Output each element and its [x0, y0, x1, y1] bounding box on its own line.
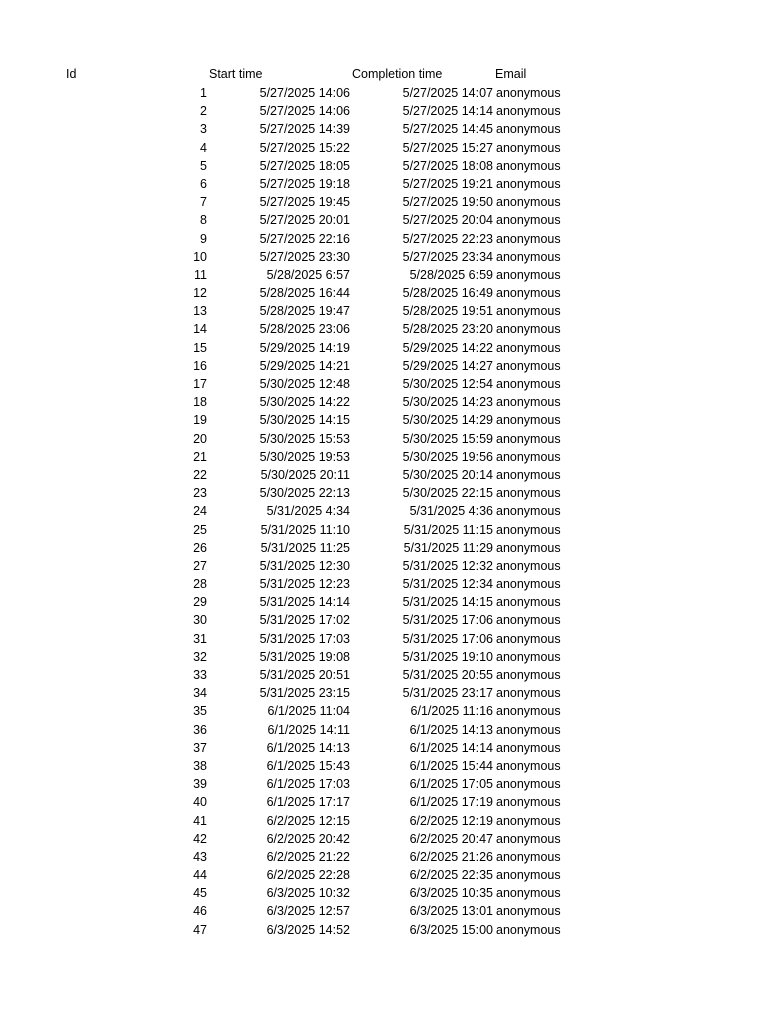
- cell-completion-time: 5/31/2025 14:15: [402, 595, 493, 610]
- table-row: [0, 521, 768, 539]
- cell-completion-time: 6/3/2025 15:00: [409, 922, 493, 937]
- cell-start-time: 5/31/2025 12:30: [259, 558, 350, 573]
- table-row: [0, 139, 768, 157]
- cell-completion-time: 5/31/2025 20:55: [402, 668, 493, 682]
- cell-email: anonymous: [496, 467, 561, 482]
- cell-start-time: 5/31/2025 11:25: [260, 540, 350, 555]
- cell-email: anonymous: [496, 304, 561, 319]
- cell-completion-time: 6/2/2025 22:35: [409, 868, 493, 883]
- cell-email: anonymous: [496, 340, 561, 355]
- cell-email: anonymous: [496, 577, 561, 592]
- cell-start-time: 6/1/2025 11:04: [267, 704, 350, 719]
- cell-completion-time: 5/30/2025 14:29: [402, 413, 493, 428]
- cell-start-time: 5/27/2025 14:39: [259, 122, 350, 137]
- cell-email: anonymous: [496, 86, 561, 100]
- cell-email: anonymous: [496, 831, 561, 846]
- cell-email: anonymous: [496, 795, 561, 810]
- cell-id: 18: [193, 395, 207, 410]
- cell-completion-time: 5/27/2025 20:04: [402, 213, 493, 228]
- cell-start-time: 5/29/2025 14:19: [259, 340, 350, 355]
- cell-start-time: 6/2/2025 21:22: [266, 849, 350, 864]
- cell-start-time: 5/31/2025 23:15: [259, 686, 350, 701]
- cell-id: 25: [193, 522, 207, 537]
- table-row: [0, 921, 768, 939]
- cell-id: 32: [193, 649, 207, 664]
- table-row: [0, 375, 768, 393]
- cell-email: anonymous: [496, 868, 561, 883]
- cell-email: anonymous: [496, 740, 561, 755]
- cell-id: 40: [193, 795, 207, 810]
- cell-completion-time: 5/28/2025 23:20: [402, 322, 493, 337]
- table-row: [0, 248, 768, 266]
- cell-email: anonymous: [496, 922, 561, 937]
- table-row: [0, 102, 768, 120]
- table-row: [0, 502, 768, 520]
- table-row: [0, 320, 768, 338]
- cell-id: 8: [200, 213, 207, 228]
- cell-completion-time: 5/31/2025 17:06: [402, 613, 493, 628]
- table-row: [0, 466, 768, 484]
- cell-start-time: 5/31/2025 12:23: [259, 577, 350, 592]
- cell-id: 33: [193, 668, 207, 682]
- header-email: Email: [495, 67, 527, 81]
- table-row: [0, 666, 768, 684]
- table-row: [0, 739, 768, 757]
- cell-email: anonymous: [496, 686, 561, 701]
- cell-start-time: 5/30/2025 15:53: [259, 431, 350, 446]
- cell-id: 6: [200, 176, 207, 191]
- cell-email: anonymous: [496, 777, 561, 792]
- table-row: [0, 84, 768, 102]
- cell-id: 29: [193, 595, 207, 610]
- cell-email: anonymous: [496, 213, 561, 228]
- cell-start-time: 6/2/2025 20:42: [266, 831, 350, 846]
- cell-completion-time: 5/30/2025 22:15: [402, 486, 493, 501]
- cell-start-time: 5/28/2025 16:44: [259, 286, 350, 301]
- cell-id: 11: [194, 267, 207, 282]
- cell-email: anonymous: [496, 377, 561, 391]
- cell-id: 15: [193, 340, 207, 355]
- cell-completion-time: 5/29/2025 14:27: [402, 358, 493, 373]
- table-row: [0, 411, 768, 429]
- cell-email: anonymous: [496, 249, 561, 264]
- cell-id: 47: [193, 922, 207, 937]
- cell-start-time: 5/30/2025 20:11: [260, 467, 350, 482]
- cell-completion-time: 5/27/2025 14:07: [402, 86, 493, 100]
- cell-start-time: 6/1/2025 17:03: [266, 777, 350, 792]
- cell-start-time: 5/31/2025 19:08: [259, 649, 350, 664]
- table-row: [0, 684, 768, 702]
- cell-completion-time: 6/3/2025 13:01: [409, 904, 493, 919]
- cell-email: anonymous: [496, 595, 561, 610]
- cell-id: 2: [200, 104, 207, 119]
- table-row: [0, 157, 768, 175]
- cell-id: 46: [193, 904, 207, 919]
- cell-completion-time: 5/27/2025 22:23: [402, 231, 493, 246]
- cell-start-time: 5/29/2025 14:21: [259, 358, 350, 373]
- cell-completion-time: 5/31/2025 12:32: [402, 558, 493, 573]
- cell-start-time: 5/28/2025 23:06: [259, 322, 350, 337]
- cell-email: anonymous: [496, 413, 561, 428]
- cell-id: 20: [193, 431, 207, 446]
- cell-id: 42: [193, 831, 207, 846]
- cell-id: 4: [200, 140, 207, 155]
- cell-email: anonymous: [496, 631, 561, 646]
- cell-start-time: 5/27/2025 23:30: [259, 249, 350, 264]
- cell-email: anonymous: [496, 431, 561, 446]
- cell-id: 31: [193, 631, 207, 646]
- cell-completion-time: 5/27/2025 19:21: [402, 176, 493, 191]
- cell-completion-time: 5/30/2025 12:54: [402, 377, 493, 391]
- cell-id: 24: [193, 504, 207, 519]
- table-row: [0, 775, 768, 793]
- table-row: [0, 175, 768, 193]
- cell-start-time: 5/27/2025 19:18: [259, 176, 350, 191]
- cell-start-time: 5/30/2025 14:22: [259, 395, 350, 410]
- cell-email: anonymous: [496, 813, 561, 828]
- cell-completion-time: 5/31/2025 11:15: [403, 522, 493, 537]
- cell-id: 44: [193, 868, 207, 883]
- cell-id: 28: [193, 577, 207, 592]
- cell-completion-time: 6/1/2025 14:13: [409, 722, 493, 737]
- table-row: [0, 193, 768, 211]
- table-row: [0, 830, 768, 848]
- cell-id: 27: [193, 558, 207, 573]
- table-row: [0, 284, 768, 302]
- table-row: [0, 848, 768, 866]
- cell-completion-time: 6/1/2025 15:44: [409, 758, 493, 773]
- cell-id: 34: [193, 686, 207, 701]
- cell-completion-time: 5/27/2025 18:08: [402, 158, 493, 173]
- cell-email: anonymous: [496, 195, 561, 210]
- cell-email: anonymous: [496, 140, 561, 155]
- table-row: [0, 812, 768, 830]
- cell-email: anonymous: [496, 722, 561, 737]
- cell-email: anonymous: [496, 522, 561, 537]
- cell-start-time: 6/2/2025 12:15: [266, 813, 350, 828]
- cell-completion-time: 6/1/2025 11:16: [410, 704, 493, 719]
- cell-start-time: 6/1/2025 14:11: [267, 722, 350, 737]
- cell-completion-time: 5/30/2025 20:14: [402, 467, 493, 482]
- cell-id: 7: [200, 195, 207, 210]
- cell-completion-time: 5/30/2025 15:59: [402, 431, 493, 446]
- cell-email: anonymous: [496, 904, 561, 919]
- table-row: [0, 593, 768, 611]
- cell-email: anonymous: [496, 704, 561, 719]
- table-row: [0, 393, 768, 411]
- cell-id: 37: [193, 740, 207, 755]
- cell-id: 36: [193, 722, 207, 737]
- cell-email: anonymous: [496, 395, 561, 410]
- cell-start-time: 5/28/2025 19:47: [259, 304, 350, 319]
- cell-completion-time: 5/28/2025 6:59: [409, 267, 493, 282]
- cell-id: 30: [193, 613, 207, 628]
- cell-completion-time: 6/1/2025 17:05: [409, 777, 493, 792]
- cell-start-time: 5/30/2025 22:13: [259, 486, 350, 501]
- cell-email: anonymous: [496, 540, 561, 555]
- header-start-time: Start time: [209, 67, 263, 81]
- cell-start-time: 5/27/2025 15:22: [259, 140, 350, 155]
- table-row: [0, 702, 768, 720]
- cell-completion-time: 5/31/2025 4:36: [409, 504, 493, 519]
- table-row: [0, 339, 768, 357]
- cell-start-time: 5/31/2025 17:02: [259, 613, 350, 628]
- cell-email: anonymous: [496, 886, 561, 901]
- table-row: [0, 120, 768, 138]
- cell-email: anonymous: [496, 613, 561, 628]
- cell-start-time: 5/30/2025 14:15: [259, 413, 350, 428]
- cell-completion-time: 6/1/2025 14:14: [409, 740, 493, 755]
- cell-completion-time: 6/3/2025 10:35: [409, 886, 493, 901]
- cell-email: anonymous: [496, 449, 561, 464]
- cell-id: 3: [200, 122, 207, 137]
- cell-start-time: 5/27/2025 22:16: [259, 231, 350, 246]
- cell-id: 41: [193, 813, 207, 828]
- cell-completion-time: 5/27/2025 14:45: [402, 122, 493, 137]
- cell-start-time: 6/3/2025 12:57: [266, 904, 350, 919]
- table-row: [0, 484, 768, 502]
- cell-completion-time: 5/31/2025 12:34: [402, 577, 493, 592]
- cell-start-time: 6/3/2025 14:52: [266, 922, 350, 937]
- header-id: Id: [66, 67, 77, 81]
- cell-email: anonymous: [496, 486, 561, 501]
- cell-start-time: 6/3/2025 10:32: [266, 886, 350, 901]
- cell-id: 21: [193, 449, 207, 464]
- cell-completion-time: 5/30/2025 14:23: [402, 395, 493, 410]
- table-row: [0, 211, 768, 229]
- table-row: [0, 793, 768, 811]
- cell-start-time: 5/30/2025 19:53: [259, 449, 350, 464]
- cell-id: 12: [193, 286, 207, 301]
- cell-id: 43: [193, 849, 207, 864]
- cell-email: anonymous: [496, 668, 561, 682]
- cell-id: 9: [200, 231, 207, 246]
- cell-start-time: 5/27/2025 19:45: [259, 195, 350, 210]
- cell-id: 23: [193, 486, 207, 501]
- cell-start-time: 5/28/2025 6:57: [266, 267, 350, 282]
- table-row: [0, 902, 768, 920]
- cell-start-time: 5/27/2025 18:05: [259, 158, 350, 173]
- cell-completion-time: 5/31/2025 23:17: [402, 686, 493, 701]
- cell-completion-time: 6/2/2025 12:19: [409, 813, 493, 828]
- cell-start-time: 6/1/2025 15:43: [266, 758, 350, 773]
- cell-email: anonymous: [496, 849, 561, 864]
- cell-email: anonymous: [496, 758, 561, 773]
- cell-email: anonymous: [496, 286, 561, 301]
- cell-completion-time: 5/31/2025 19:10: [402, 649, 493, 664]
- cell-completion-time: 5/29/2025 14:22: [402, 340, 493, 355]
- cell-id: 38: [193, 758, 207, 773]
- cell-email: anonymous: [496, 267, 561, 282]
- table-row: [0, 757, 768, 775]
- cell-start-time: 5/31/2025 20:51: [259, 668, 350, 682]
- cell-id: 39: [193, 777, 207, 792]
- table-row: [0, 357, 768, 375]
- cell-completion-time: 5/31/2025 17:06: [402, 631, 493, 646]
- cell-completion-time: 5/27/2025 23:34: [402, 249, 493, 264]
- cell-email: anonymous: [496, 358, 561, 373]
- table-row: [0, 266, 768, 284]
- cell-email: anonymous: [496, 176, 561, 191]
- table-row: [0, 575, 768, 593]
- cell-id: 26: [193, 540, 207, 555]
- cell-start-time: 5/31/2025 14:14: [259, 595, 350, 610]
- cell-id: 22: [193, 467, 207, 482]
- cell-start-time: 5/27/2025 20:01: [259, 213, 350, 228]
- cell-start-time: 5/31/2025 4:34: [266, 504, 350, 519]
- cell-start-time: 5/27/2025 14:06: [259, 86, 350, 100]
- cell-email: anonymous: [496, 504, 561, 519]
- cell-id: 17: [193, 377, 207, 391]
- cell-id: 14: [193, 322, 207, 337]
- cell-completion-time: 5/30/2025 19:56: [402, 449, 493, 464]
- cell-id: 13: [193, 304, 207, 319]
- cell-start-time: 6/1/2025 14:13: [266, 740, 350, 755]
- table-row: [0, 539, 768, 557]
- table-row: [0, 721, 768, 739]
- cell-id: 45: [193, 886, 207, 901]
- cell-completion-time: 5/28/2025 16:49: [402, 286, 493, 301]
- table-row: [0, 630, 768, 648]
- cell-email: anonymous: [496, 322, 561, 337]
- table-row: [0, 430, 768, 448]
- cell-completion-time: 6/2/2025 21:26: [409, 849, 493, 864]
- table-row: [0, 448, 768, 466]
- table-row: [0, 648, 768, 666]
- cell-completion-time: 6/1/2025 17:19: [409, 795, 493, 810]
- cell-start-time: 5/27/2025 14:06: [259, 104, 350, 119]
- cell-start-time: 5/31/2025 11:10: [260, 522, 350, 537]
- cell-start-time: 6/1/2025 17:17: [266, 795, 350, 810]
- cell-email: anonymous: [496, 231, 561, 246]
- table-row: [0, 866, 768, 884]
- table-row: [0, 611, 768, 629]
- cell-completion-time: 5/27/2025 19:50: [402, 195, 493, 210]
- table-row: [0, 557, 768, 575]
- cell-id: 19: [193, 413, 207, 428]
- cell-completion-time: 5/28/2025 19:51: [402, 304, 493, 319]
- cell-start-time: 6/2/2025 22:28: [266, 868, 350, 883]
- cell-email: anonymous: [496, 122, 561, 137]
- cell-id: 16: [193, 358, 207, 373]
- cell-id: 1: [200, 86, 207, 100]
- cell-id: 35: [193, 704, 207, 719]
- cell-email: anonymous: [496, 649, 561, 664]
- table-row: [0, 302, 768, 320]
- cell-completion-time: 5/31/2025 11:29: [403, 540, 493, 555]
- header-completion-time: Completion time: [352, 67, 443, 81]
- cell-completion-time: 5/27/2025 14:14: [402, 104, 493, 119]
- cell-id: 10: [193, 249, 207, 264]
- cell-email: anonymous: [496, 558, 561, 573]
- cell-email: anonymous: [496, 104, 561, 119]
- cell-id: 5: [200, 158, 207, 173]
- cell-start-time: 5/31/2025 17:03: [259, 631, 350, 646]
- data-rows: [0, 84, 768, 939]
- cell-completion-time: 5/27/2025 15:27: [402, 140, 493, 155]
- table-row: [0, 884, 768, 902]
- cell-completion-time: 6/2/2025 20:47: [409, 831, 493, 846]
- cell-email: anonymous: [496, 158, 561, 173]
- table-row: [0, 230, 768, 248]
- cell-start-time: 5/30/2025 12:48: [259, 377, 350, 391]
